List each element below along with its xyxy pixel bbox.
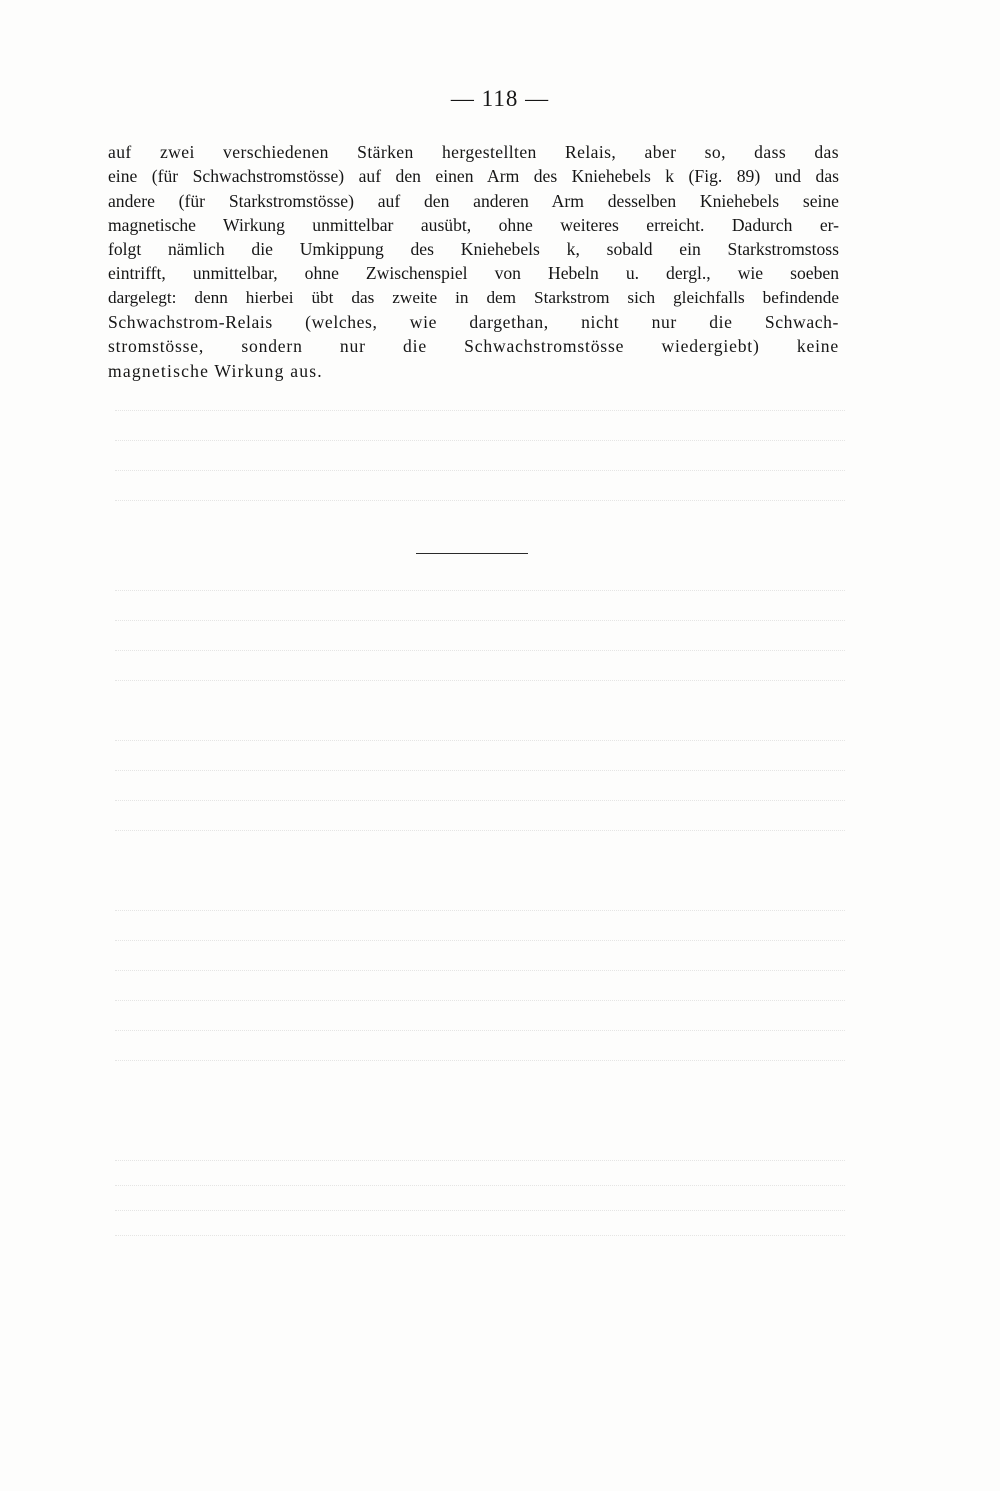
text-line: Schwachstrom-Relais (welches, wie dargethan, nicht nur die Schwach- bbox=[108, 312, 839, 333]
bleed-through-shadow bbox=[115, 1235, 845, 1247]
text-line: auf zwei verschiedenen Stärken hergestellten Relais, aber so, dass das bbox=[108, 142, 839, 162]
text-line: magnetische Wirkung aus. bbox=[108, 360, 323, 381]
bleed-through-shadow bbox=[115, 1160, 845, 1172]
bleed-through-shadow bbox=[115, 800, 845, 812]
page-number: — 118 — bbox=[450, 86, 550, 111]
text-line: folgt nämlich die Umkippung des Kniehebels k, sobald ein Starkstromstoss bbox=[108, 239, 839, 260]
text-line: dargelegt: denn hierbei übt das zweite in dem Starkstrom sich gleichfalls befindende bbox=[108, 287, 839, 307]
bleed-through-shadow bbox=[115, 1030, 845, 1042]
bleed-through-shadow bbox=[115, 590, 845, 602]
bleed-through-shadow bbox=[115, 410, 845, 422]
text-line: stromstösse, sondern nur die Schwachstromstösse wiedergiebt) keine bbox=[108, 336, 839, 357]
bleed-through-shadow bbox=[115, 500, 845, 512]
text-line: eine (für Schwachstromstösse) auf den einen Arm des Kniehebels k (Fig. 89) und das bbox=[108, 166, 839, 187]
bleed-through-shadow bbox=[115, 970, 845, 982]
bleed-through-shadow bbox=[115, 1185, 845, 1197]
body-paragraph bbox=[108, 140, 839, 383]
bleed-through-shadow bbox=[115, 940, 845, 952]
bleed-through-shadow bbox=[115, 470, 845, 482]
text-line: magnetische Wirkung unmittelbar ausübt, ohne weiteres erreicht. Dadurch er- bbox=[108, 214, 839, 235]
text-line: eintrifft, unmittelbar, ohne Zwischenspiel von Hebeln u. dergl., wie soeben bbox=[108, 263, 839, 284]
bleed-through-shadow bbox=[115, 1210, 845, 1222]
bleed-through-shadow bbox=[115, 1000, 845, 1012]
bleed-through-shadow bbox=[115, 620, 845, 632]
bleed-through-shadow bbox=[115, 740, 845, 752]
bleed-through-shadow bbox=[115, 910, 845, 922]
bleed-through-shadow bbox=[115, 440, 845, 452]
bleed-through-shadow bbox=[115, 1060, 845, 1072]
section-divider-rule bbox=[416, 553, 528, 554]
bleed-through-shadow bbox=[115, 770, 845, 782]
bleed-through-shadow bbox=[115, 680, 845, 692]
bleed-through-shadow bbox=[115, 650, 845, 662]
bleed-through-shadow bbox=[115, 830, 845, 842]
text-line: andere (für Starkstromstösse) auf den anderen Arm desselben Kniehebels seine bbox=[108, 190, 839, 211]
